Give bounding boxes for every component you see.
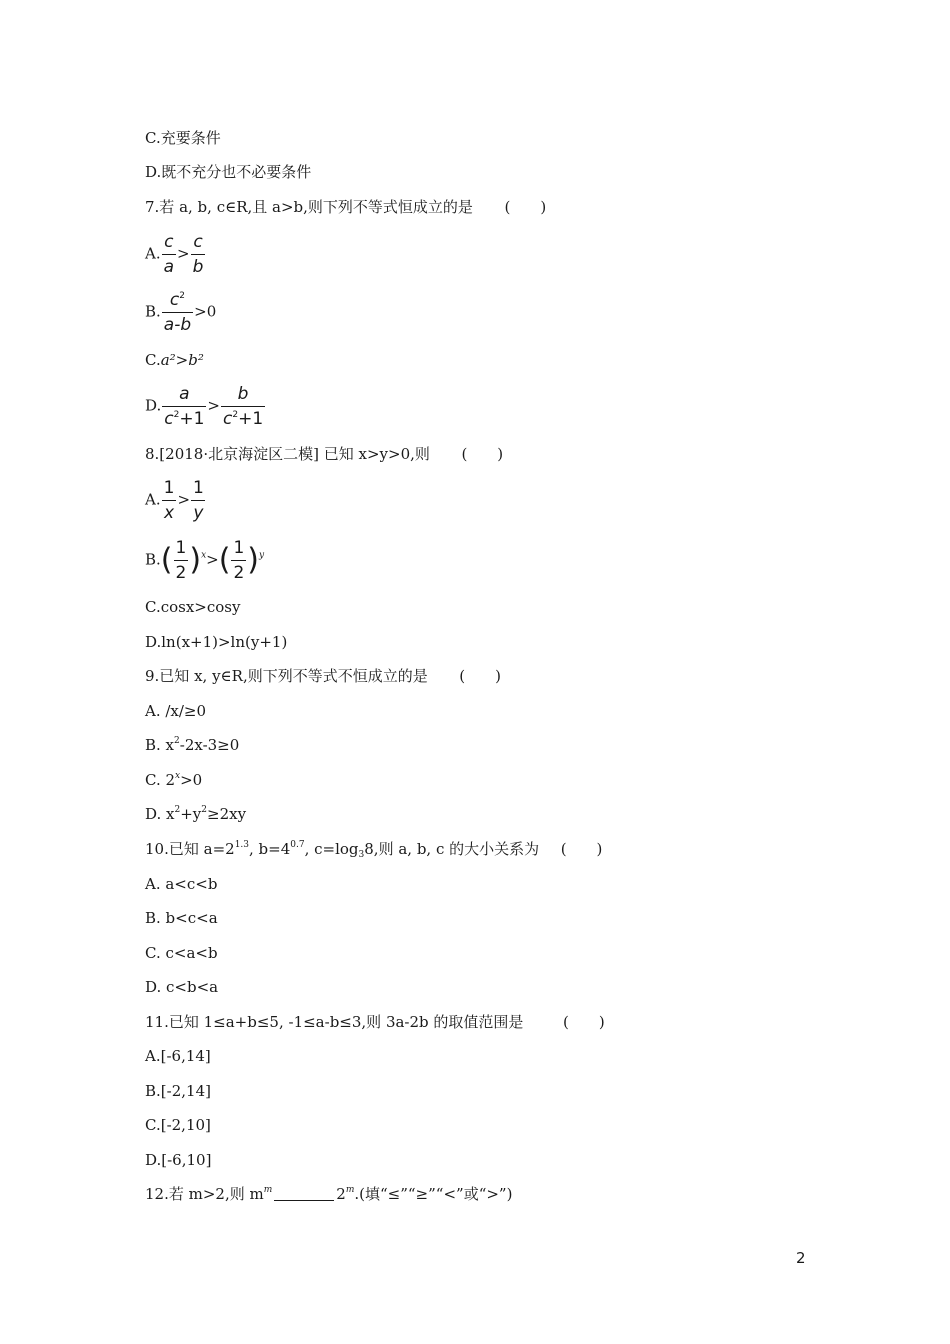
question-11-stem xyxy=(145,1012,605,1032)
fraction: $\frac{a}{c^2+1}$ xyxy=(164,384,205,429)
fraction: $\frac{1}{2}$ xyxy=(175,538,187,583)
question-11-option-d: D.[-6,10] xyxy=(145,1151,212,1169)
question-8-stem xyxy=(145,444,503,464)
question-text: 8.[2018·北京海淀区二模] 已知 x>y>0,则 xyxy=(145,445,430,463)
question-8-option-c: C.cosx>cosy xyxy=(145,598,241,616)
question-11-option-a: A.[-6,14] xyxy=(145,1047,211,1065)
inequality-tail: >0 xyxy=(194,302,217,321)
question-text: 11.已知 1≤a+b≤5, -1≤a-b≤3,则 3a-2b 的取值范围是 xyxy=(145,1013,524,1031)
question-11-option-c: C.[-2,10] xyxy=(145,1116,211,1134)
option-label: B. xyxy=(145,550,161,569)
question-7-option-c xyxy=(145,350,204,370)
question-10-option-c: C. c<a<b xyxy=(145,944,218,962)
question-10-option-d: D. c<b<a xyxy=(145,978,219,996)
option-d: D.既不充分也不必要条件 xyxy=(145,163,312,181)
option-label: D. xyxy=(145,396,162,415)
question-10-option-a: A. a<c<b xyxy=(145,875,218,893)
question-7-option-a xyxy=(145,232,206,277)
option-label: B. xyxy=(145,302,161,321)
answer-paren: ( ) xyxy=(560,840,603,858)
gt-sign: > xyxy=(206,550,219,569)
question-9-stem xyxy=(145,666,501,686)
question-10-stem: 10.已知 $a=2^{1.3}$, $b=4^{0.7}$, $c=\log_38$,则 a, b, c 的大小关系为 ( ) xyxy=(145,840,603,860)
option-text: a²>b² xyxy=(160,351,204,369)
question-8-option-d: D.ln(x+1)>ln(y+1) xyxy=(145,633,288,651)
question-text: 9.已知 x, y∈R,则下列不等式不恒成立的是 xyxy=(145,667,428,685)
question-9-option-a: A. /x/≥0 xyxy=(145,702,207,720)
page-number: 2 xyxy=(796,1249,806,1267)
question-10-option-b: B. b<c<a xyxy=(145,909,218,927)
answer-blank[interactable] xyxy=(274,1200,334,1201)
gt-sign: > xyxy=(177,490,191,509)
gt-sign: > xyxy=(177,244,190,263)
question-7-stem xyxy=(145,197,546,217)
fraction: $\frac{c^2}{a-b}$ xyxy=(163,290,192,335)
fraction: $\frac{c}{a}$ xyxy=(163,232,175,277)
question-12-stem: 12.若 m>2,则 $m^m$ 2$^m$.(填“≤”“≥”“<”或“>”) xyxy=(145,1185,513,1203)
question-9-option-b: B. $x^2-2x-3\ge 0$ xyxy=(145,736,240,754)
fraction: $\frac{1}{2}$ xyxy=(233,538,245,583)
question-9-option-c: C. $2^x>0$ xyxy=(145,771,203,789)
option-c: C.充要条件 xyxy=(145,129,221,147)
gt-sign: > xyxy=(207,396,220,415)
question-7-option-d xyxy=(145,384,266,429)
question-7-option-b xyxy=(145,290,216,335)
option-label: A. xyxy=(145,244,161,263)
fraction: $\frac{c}{b}$ xyxy=(192,232,204,277)
answer-paren: ( ) xyxy=(562,1013,605,1031)
option-label: A. xyxy=(145,490,161,509)
option-label: C. xyxy=(145,351,161,369)
answer-paren: ( ) xyxy=(461,445,504,463)
answer-paren: ( ) xyxy=(459,667,501,685)
question-11-option-b: B.[-2,14] xyxy=(145,1082,211,1100)
fraction: $\frac{b}{c^2+1}$ xyxy=(223,384,264,429)
fraction: $\frac{1}{y}$ xyxy=(193,478,204,523)
question-9-option-d: D. $x^2+y^2\ge 2xy$ xyxy=(145,805,247,823)
question-text: 7.若 a, b, c∈R,且 a>b,则下列不等式恒成立的是 xyxy=(145,198,473,216)
question-8-option-b: B.( $\frac{1}{2}$ )$^x$>( $\frac{1}{2}$ )$^y$ xyxy=(145,538,265,583)
question-8-option-a xyxy=(145,478,207,523)
answer-paren: ( ) xyxy=(504,198,547,216)
fraction: $\frac{1}{x}$ xyxy=(163,478,175,523)
